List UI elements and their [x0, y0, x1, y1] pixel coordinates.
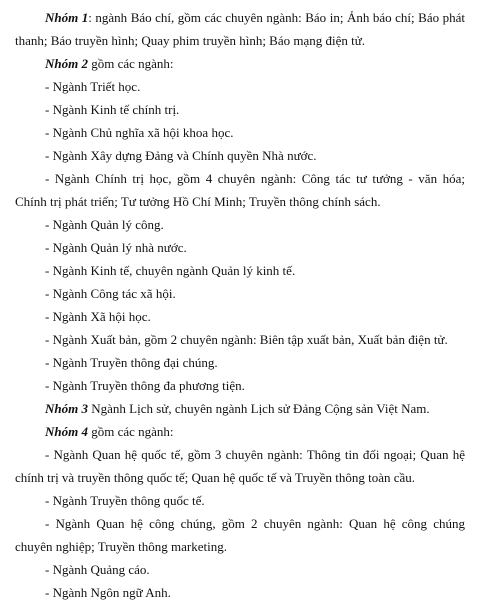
list-item: - Ngành Kinh tế chính trị. [45, 102, 180, 117]
group-3-label: Nhóm 3 [45, 401, 88, 416]
group-2-label: Nhóm 2 [45, 56, 88, 71]
list-item: - Ngành Quản lý công. [45, 217, 164, 232]
list-item: - Ngành Công tác xã hội. [45, 286, 176, 301]
list-item: - Ngành Chủ nghĩa xã hội khoa học. [45, 125, 234, 140]
list-item: - Ngành Xây dựng Đảng và Chính quyền Nhà nước. [45, 148, 317, 163]
list-item: - Ngành Kinh tế, chuyên ngành Quản lý kinh tế. [45, 263, 296, 278]
group-1-text: : ngành Báo chí, gồm các chuyên ngành: Báo in; Ảnh báo chí; Báo phát thanh; Báo truyền hình; Quay phim truyền hình; Báo mạng điện tử. [15, 10, 466, 48]
group-3-text: Ngành Lịch sử, chuyên ngành Lịch sử Đảng Cộng sản Việt Nam. [87, 401, 430, 416]
group-1-label: Nhóm 1 [45, 10, 89, 25]
list-item: - Ngành Chính trị học, gồm 4 chuyên ngành: Công tác tư tưởng - văn hóa; Chính trị phát triển; Tư tưởng Hồ Chí Minh; Truyền thông chính sách. [15, 171, 465, 209]
group-3-paragraph [15, 397, 465, 420]
list-item: - Ngành Xã hội học. [45, 309, 151, 324]
list-item: - Ngành Truyền thông đa phương tiện. [45, 378, 245, 393]
group-1-paragraph [15, 6, 465, 52]
group-2-text: gồm các ngành: [87, 56, 174, 71]
list-item: - Ngành Ngôn ngữ Anh. [45, 585, 171, 600]
group-2-paragraph [15, 52, 465, 75]
list-item: - Ngành Truyền thông đại chúng. [45, 355, 218, 370]
list-item: - Ngành Quan hệ công chúng, gồm 2 chuyên ngành: Quan hệ công chúng chuyên nghiệp; Truyền thông marketing. [15, 516, 465, 554]
list-item: - Ngành Truyền thông quốc tế. [45, 493, 205, 508]
group-4-paragraph [15, 420, 465, 443]
list-item: - Ngành Quản lý nhà nước. [45, 240, 187, 255]
list-item: - Ngành Quan hệ quốc tế, gồm 3 chuyên ngành: Thông tin đối ngoại; Quan hệ chính trị và truyền thông quốc tế; Quan hệ quốc tế và Truyền thông toàn cầu. [15, 447, 465, 485]
list-item: - Ngành Xuất bản, gồm 2 chuyên ngành: Biên tập xuất bản, Xuất bản điện tử. [45, 332, 448, 347]
group-4-text: gồm các ngành: [87, 424, 174, 439]
list-item: - Ngành Quảng cáo. [45, 562, 150, 577]
group-4-label: Nhóm 4 [45, 424, 88, 439]
list-item: - Ngành Triết học. [45, 79, 141, 94]
